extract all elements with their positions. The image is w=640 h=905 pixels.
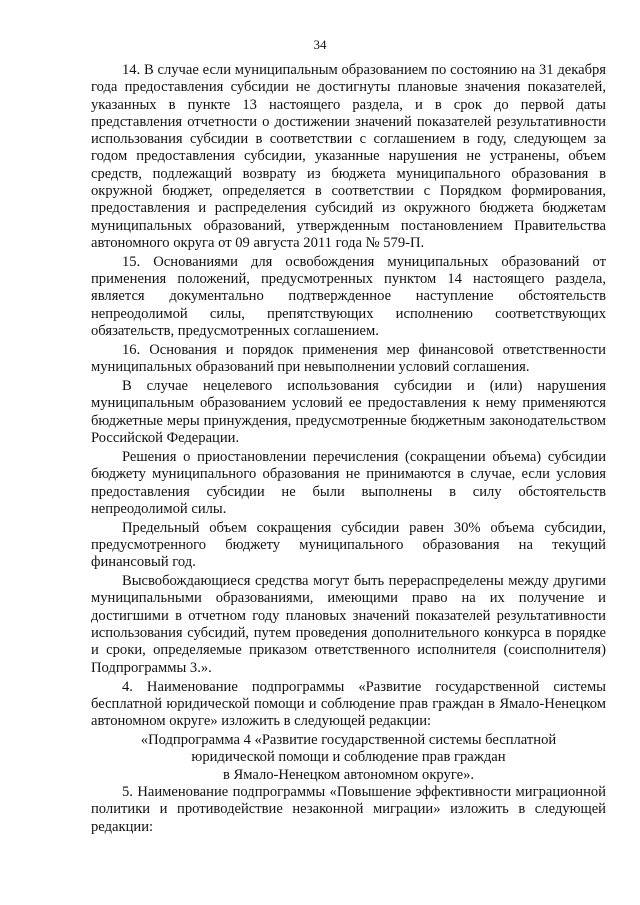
paragraph-14: 14. В случае если муниципальным образованием по состоянию на 31 декабря года предоставления субсидии не достигнуты плановые значения показателей, указанных в пункте 13 настоящего раздела, и в срок до первой даты представления отчетности о достижении значений показателей результативности использования субсидии в соответствии с соглашением в году, следующем за годом предоставления субсидии, указанные нарушения не устранены, объем средств, подлежащий возврату из бюджета муниципального образования в окружной бюджет, определяется в соответствии с Порядком формирования, предоставления и распределения субсидий из окружного бюджета бюджетам муниципальных образований, утвержденным постановлением Правительства автономного округа от 09 августа 2011 года № 579-П.: [91, 62, 606, 251]
subprogram-title-line-1: «Подпрограмма 4 «Развитие государственной системы бесплатной: [140, 732, 557, 749]
paragraph-16: 16. Основания и порядок применения мер финансовой ответственности муниципальных образований при невыполнении условий соглашения.: [91, 341, 606, 376]
paragraph-item-4: 4. Наименование подпрограммы «Развитие государственной системы бесплатной юридической помощи и соблюдение прав граждан в Ямало-Ненецком автономном округе» изложить в следующей редакции:: [91, 678, 606, 730]
page-number: 34: [313, 37, 327, 52]
paragraph-15: 15. Основаниями для освобождения муниципальных образований от применения положений, предусмотренных пунктом 14 настоящего раздела, является документально подтвержденное наступление обстоятельств непреодолимой силы, препятствующих исполнению соответствующих обязательств, предусмотренных соглашением.: [91, 253, 606, 340]
paragraph-misuse: В случае нецелевого использования субсидии и (или) нарушения муниципальным образованием условий ее предоставления к нему применяются бюджетные меры принуждения, предусмотренные бюджетным законодательством Российской Федерации.: [91, 378, 606, 447]
paragraph-redistribution: Высвобождающиеся средства могут быть перераспределены между другими муниципальными образованиями, имеющими право на их получение и достигшими в отчетном году плановых значений показателей результативности использования субсидий, путем проведения дополнительного конкурса в порядке и сроки, определяемые приказом ответственного исполнителя (соисполнителя) Подпрограммы 3.».: [91, 573, 606, 676]
paragraph-limit: Предельный объем сокращения субсидии равен 30% объема субсидии, предусмотренного бюджету муниципального образования на текущий финансовый год.: [91, 519, 606, 571]
paragraph-item-5: 5. Наименование подпрограммы «Повышение эффективности миграционной политики и противодействие незаконной миграции» изложить в следующей редакции:: [91, 783, 606, 835]
subprogram-title-line-3: в Ямало-Ненецком автономном округе».: [222, 766, 475, 783]
body-text: [91, 62, 606, 837]
paragraph-suspension: Решения о приостановлении перечисления (сокращении объема) субсидии бюджету муниципального образования не принимаются в случае, если условия предоставления субсидии не были выполнены в силу обстоятельств непреодолимой силы.: [91, 448, 606, 517]
subprogram-title-line-2: юридической помощи и соблюдение прав граждан: [191, 749, 506, 766]
